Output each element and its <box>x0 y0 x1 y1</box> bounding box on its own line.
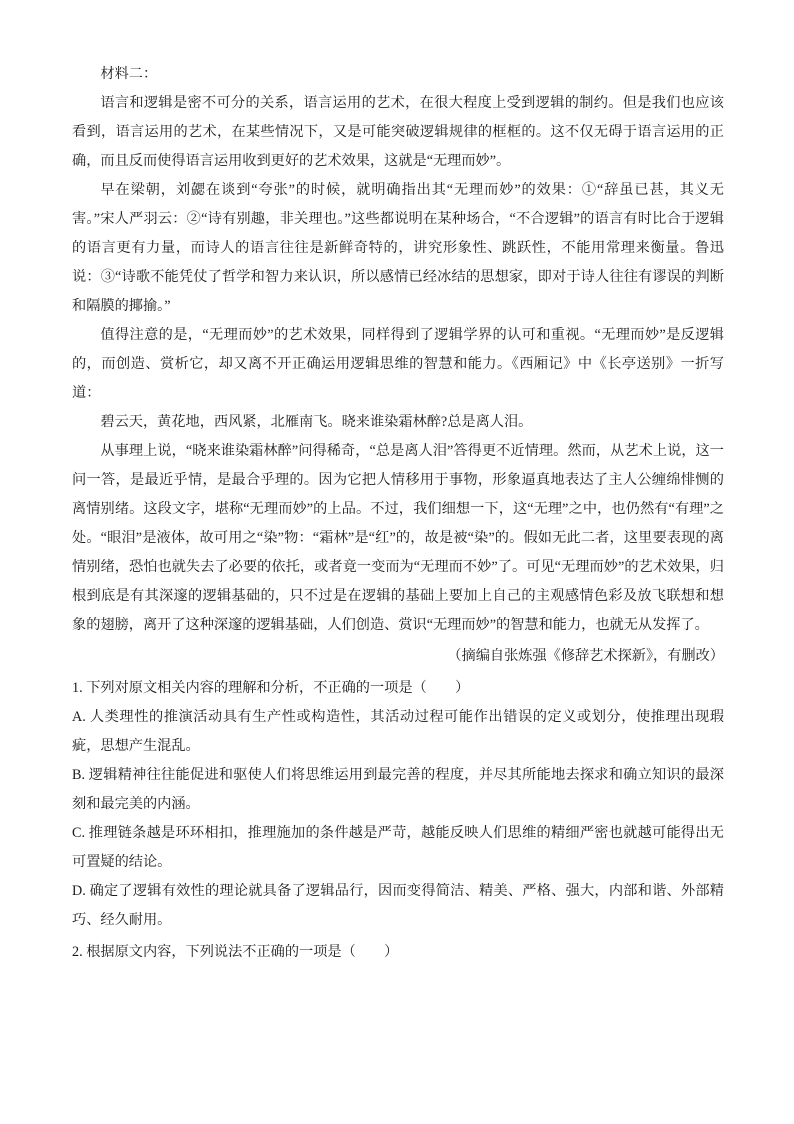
question-1-option-d: D. 确定了逻辑有效性的理论就具备了逻辑品行，因而变得简洁、精美、严格、强大，内部和谐、外部精巧、经久耐用。 <box>72 883 724 928</box>
question-1-option-b: B. 逻辑精神往往能促进和驱使人们将思维运用到最完善的程度，并尽其所能地去探求和确立知识的最深刻和最完美的内涵。 <box>72 767 724 812</box>
material-paragraph-1: 语言和逻辑是密不可分的关系，语言运用的艺术，在很大程度上受到逻辑的制约。但是我们也应该看到，语言运用的艺术，在某些情况下，又是可能突破逻辑规律的框框的。这不仅无碍于语言运用的正确，而且反而使得语言运用收到更好的艺术效果，这就是“无理而妙”。 <box>72 95 724 169</box>
question-1-stem: 1. 下列对原文相关内容的理解和分析，不正确的一项是（ ） <box>72 680 470 696</box>
question-1-option-c: C. 推理链条越是环环相扣，推理施加的条件越是严苛，越能反映人们思维的精细严密也就越可能得出无可置疑的结论。 <box>72 825 724 870</box>
material-paragraph-3: 值得注意的是，“无理而妙”的艺术效果，同样得到了逻辑学界的认可和重视。“无理而妙”是反逻辑的，而创造、赏析它，却又离不开正确运用逻辑思维的智慧和能力。《西厢记》中《长亭送别》一折写道： <box>72 327 724 401</box>
material-heading: 材料二： <box>100 66 158 82</box>
quoted-verse: 碧云天，黄花地，西风紧，北雁南飞。晓来谁染霜林醉?总是离人泪。 <box>100 414 533 430</box>
document-page <box>72 60 724 967</box>
question-1-option-a: A. 人类理性的推演活动具有生产性或构造性，其活动过程可能作出错误的定义或划分，使推理出现瑕疵，思想产生混乱。 <box>72 709 724 754</box>
material-paragraph-4: 从事理上说，“晓来谁染霜林醉”问得稀奇，“总是离人泪”答得更不近情理。然而，从艺术上说，这一问一答，是最近乎情，是最合乎理的。因为它把人情移用于事物，形象逼真地表达了主人公缠绵悱恻的离情别绪。这段文字，堪称“无理而妙”的上品。不过，我们细想一下，这“无理”之中，也仍然有“有理”之处。“眼泪”是液体，故可用之“染”物：“霜林”是“红”的，故是被“染”的。假如无此二者，这里要表现的离情别绪，恐怕也就失去了必要的依托，或者竟一变而为“无理而不妙”了。可见“无理而妙”的艺术效果，归根到底是有其深邃的逻辑基础的，只不过是在逻辑的基础上要加上自己的主观感情色彩及放飞联想和想象的翅膀，离开了这种深邃的逻辑基础，人们创造、赏识“无理而妙”的智慧和能力，也就无从发挥了。 <box>72 443 724 633</box>
question-2-stem: 2. 根据原文内容，下列说法不正确的一项是（ ） <box>72 944 399 960</box>
source-citation: （摘编自张炼强《修辞艺术探新》，有删改） <box>447 648 724 664</box>
material-paragraph-2: 早在梁朝，刘勰在谈到“夸张”的时候，就明确指出其“无理而妙”的效果：①“辞虽已甚，其义无害。”宋人严羽云：②“诗有别趣，非关理也。”这些都说明在某种场合，“不合逻辑”的语言有时比合于逻辑的语言更有力量，而诗人的语言往往是新鲜奇特的，讲究形象性、跳跃性，不能用常理来衡量。鲁迅说：③“诗歌不能凭仗了哲学和智力来认识，所以感情已经冰结的思想家，即对于诗人往往有谬误的判断和隔膜的揶揄。” <box>72 182 724 314</box>
